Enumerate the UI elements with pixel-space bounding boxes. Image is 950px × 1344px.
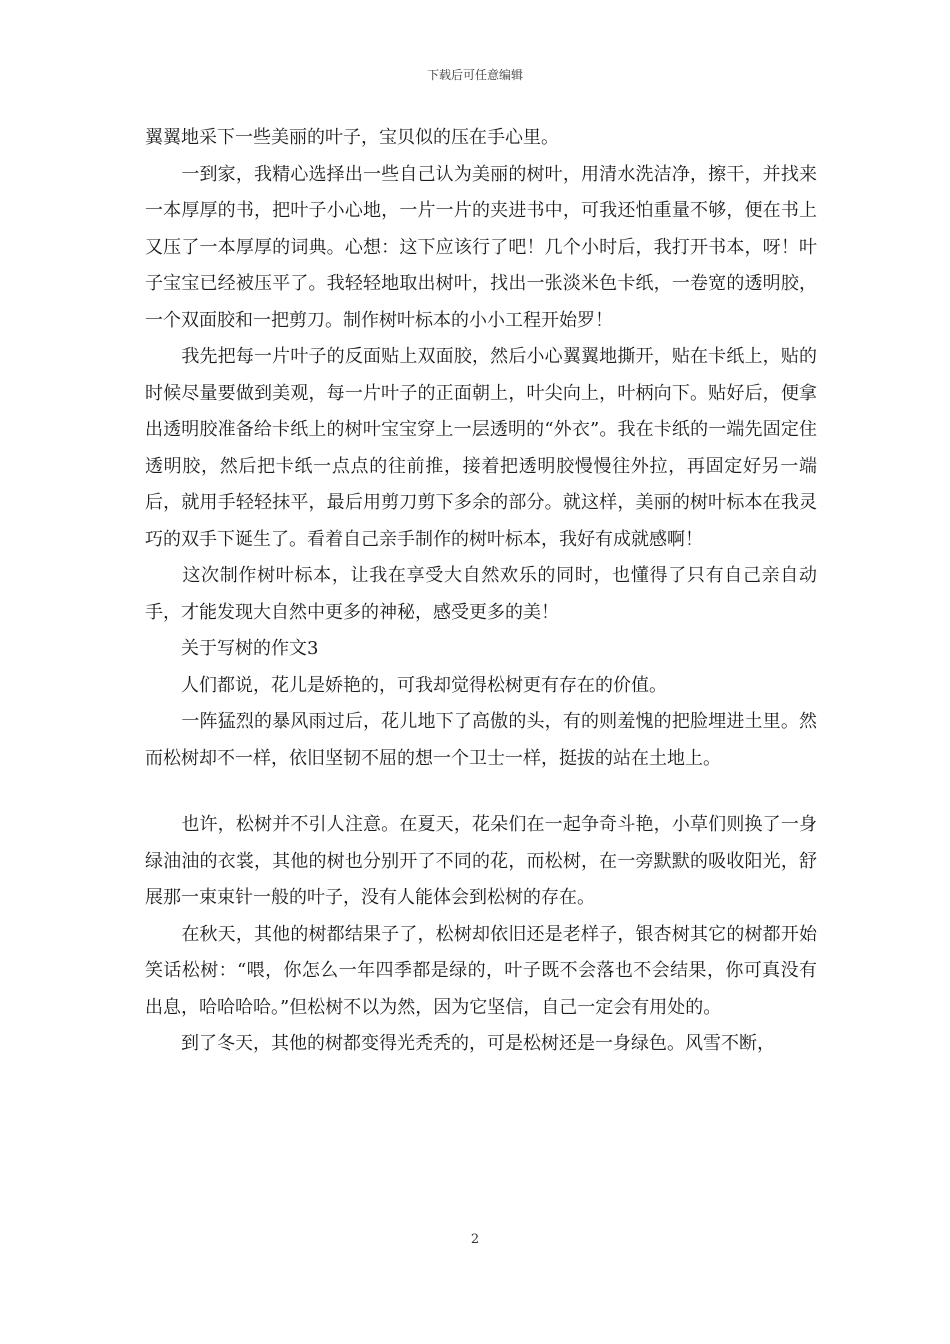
document-body [145, 120, 817, 1063]
essay-title: 关于写树的作文3 [145, 638, 319, 659]
paragraph: 到了冬天，其他的树都变得光秃秃的，可是松树还是一身绿色。风雪不断， [145, 1033, 775, 1054]
paragraph: 一到家，我精心选择出一些自己认为美丽的树叶，用清水洗洁净，擦干，并找来一本厚厚的书，把叶子小心地，一片一片的夹进书中，可我还怕重量不够，便在书上又压了一本厚厚的词典。心想：这下应该行了吧！几个小时后，我打开书本，呀！叶子宝宝已经被压平了。我轻轻地取出树叶，找出一张淡米色卡纸，一卷宽的透明胶，一个双面胶和一把剪刀。制作树叶标本的小小工程开始罗！ [145, 163, 817, 331]
paragraph: 在秋天，其他的树都结果子了，松树却依旧还是老样子，银杏树其它的树都开始笑话松树：“喂，你怎么一年四季都是绿的，叶子既不会落也不会结果，你可真没有出息，哈哈哈哈。”但松树不以为然，因为它坚信，自己一定会有用处的。 [145, 923, 817, 1018]
page-number: 2 [470, 1232, 480, 1247]
paragraph: 人们都说，花儿是娇艳的，可我却觉得松树更有存在的价值。 [145, 674, 667, 696]
paragraph-gap [145, 777, 817, 807]
paragraph: 翼翼地采下一些美丽的叶子，宝贝似的压在手心里。 [145, 127, 559, 148]
paragraph: 也许，松树并不引人注意。在夏天，花朵们在一起争奇斗艳，小草们则换了一身绿油油的衣裳，其他的树也分别开了不同的花，而松树，在一旁默默的吸收阳光，舒展那一束束针一般的叶子，没有人能体会到松树的存在。 [145, 814, 817, 908]
paragraph: 这次制作树叶标本，让我在享受大自然欢乐的同时，也懂得了只有自己亲自动手，才能发现大自然中更多的神秘，感受更多的美！ [145, 565, 817, 623]
paragraph: 我先把每一片叶子的反面贴上双面胶，然后小心翼翼地撕开，贴在卡纸上，贴的时候尽量要做到美观，每一片叶子的正面朝上，叶尖向上，叶柄向下。贴好后，便拿出透明胶准备给卡纸上的树叶宝宝穿上一层透明的“外衣”。我在卡纸的一端先固定住透明胶，然后把卡纸一点点的往前推，接着把透明胶慢慢往外拉，再固定好另一端后，就用手轻轻抹平，最后用剪刀剪下多余的部分。就这样，美丽的树叶标本在我灵巧的双手下诞生了。看着自己亲手制作的树叶标本，我好有成就感啊！ [145, 346, 817, 550]
page-header: 下载后可任意编辑 [426, 68, 523, 82]
paragraph: 一阵猛烈的暴风雨过后，花儿地下了高傲的头，有的则羞愧的把脸埋进土里。然而松树却不一样，依旧坚韧不屈的想一个卫士一样，挺拔的站在土地上。 [145, 711, 817, 769]
